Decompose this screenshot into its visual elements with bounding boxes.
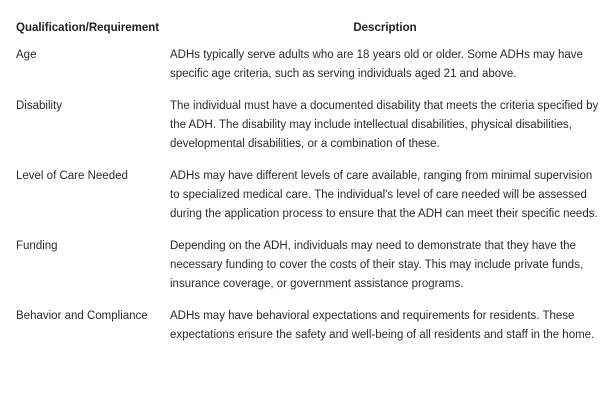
table-row bbox=[8, 167, 608, 237]
description-cell: ADHs typically serve adults who are 18 years old or older. Some ADHs may have specific age criteria, such as serving individuals aged 21 and above. bbox=[170, 49, 583, 80]
description-cell: The individual must have a documented disability that meets the criteria specified by the ADH. The disability may include intellectual disabilities, physical disabilities, developmental disabilities, or a combination of these. bbox=[170, 100, 599, 150]
table-row bbox=[8, 307, 608, 358]
table-row bbox=[8, 46, 608, 97]
table-row bbox=[8, 237, 608, 307]
header-description: Description bbox=[353, 22, 417, 34]
description-cell: ADHs may have different levels of care available, ranging from minimal supervision to specialized medical care. The individual's level of care needed will be assessed during the application process to ensure that the ADH can meet their specific needs. bbox=[170, 170, 598, 220]
qualification-cell: Funding bbox=[16, 240, 58, 252]
qualification-cell: Age bbox=[16, 49, 37, 61]
header-qualification: Qualification/Requirement bbox=[16, 22, 160, 34]
description-cell: Depending on the ADH, individuals may need to demonstrate that they have the necessary funding to cover the costs of their stay. This may include private funds, insurance coverage, or government assistance programs. bbox=[170, 240, 584, 290]
qualification-cell: Behavior and Compliance bbox=[16, 310, 148, 322]
table-header-row bbox=[8, 10, 608, 46]
qualification-cell: Disability bbox=[16, 100, 63, 112]
description-cell: ADHs may have behavioral expectations and requirements for residents. These expectations ensure the safety and well-being of all residents and staff in the home. bbox=[170, 310, 595, 341]
requirements-table bbox=[8, 10, 608, 358]
table-row bbox=[8, 97, 608, 167]
qualification-cell: Level of Care Needed bbox=[16, 170, 128, 182]
